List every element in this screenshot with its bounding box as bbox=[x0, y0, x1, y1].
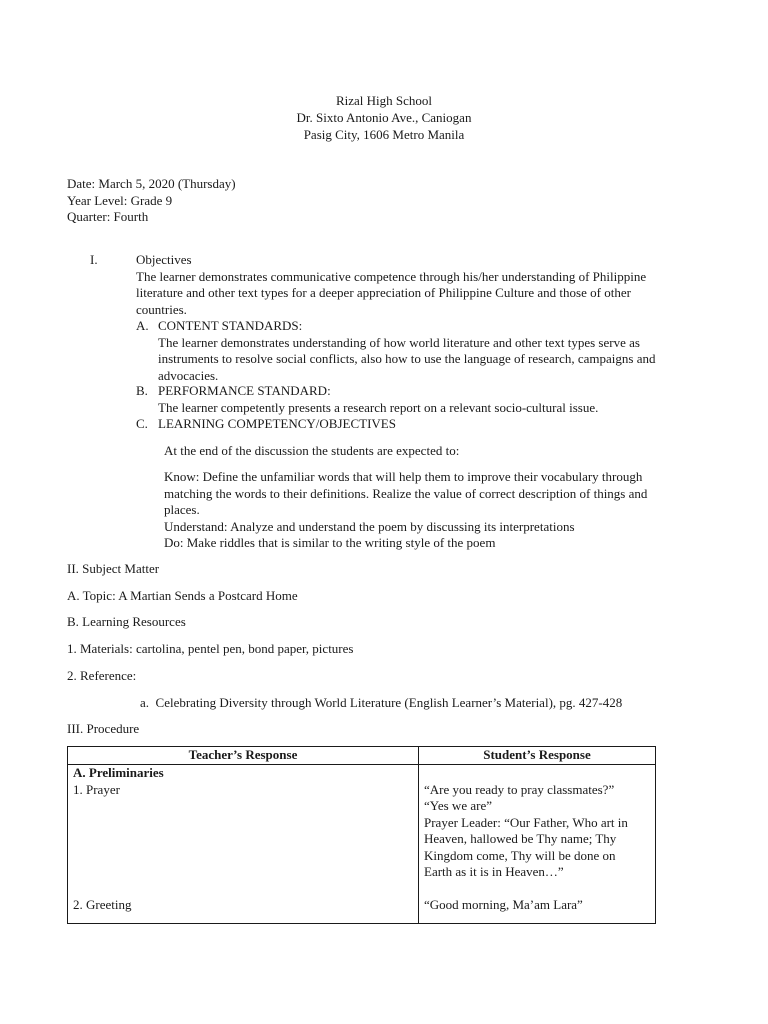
competency-line: Understand: Analyze and understand the poem by discussing its interpretations bbox=[164, 518, 575, 534]
content-standards-title: CONTENT STANDARDS: bbox=[158, 318, 303, 333]
competency-line: Do: Make riddles that is similar to the writing style of the poem bbox=[164, 535, 496, 550]
column-header-student: Student’s Response bbox=[419, 747, 656, 765]
preliminaries-heading: A. Preliminaries bbox=[73, 765, 164, 780]
content-standards-line: advocacies. bbox=[158, 367, 219, 383]
subsection-a-marker: A. bbox=[136, 318, 149, 333]
section-i-numeral: I. bbox=[90, 252, 98, 267]
performance-standard bbox=[158, 383, 598, 416]
lesson-quarter: Quarter: Fourth bbox=[67, 209, 149, 224]
greeting-label: 2. Greeting bbox=[73, 897, 132, 912]
objectives-intro-line: literature and other text types for a deeper appreciation of Philippine Culture and those of other bbox=[136, 285, 631, 300]
materials: 1. Materials: cartolina, pentel pen, bond paper, pictures bbox=[67, 641, 354, 656]
learning-competency-items bbox=[164, 469, 647, 552]
prayer-label: 1. Prayer bbox=[73, 781, 120, 797]
student-response-line: “Yes we are” bbox=[424, 798, 492, 813]
section-ii-heading: II. Subject Matter bbox=[67, 561, 160, 576]
topic: A. Topic: A Martian Sends a Postcard Home bbox=[67, 588, 298, 603]
competency-line: places. bbox=[164, 502, 200, 517]
subsection-b-marker: B. bbox=[136, 383, 148, 398]
competency-line: Know: Define the unfamiliar words that will help them to improve their vocabulary through bbox=[164, 469, 643, 484]
table-header-row bbox=[68, 747, 656, 765]
learning-competency-intro: At the end of the discussion the students are expected to: bbox=[164, 443, 460, 458]
teacher-cell bbox=[68, 765, 419, 924]
student-cell bbox=[419, 765, 656, 924]
performance-standard-text: The learner competently presents a research report on a relevant socio-cultural issue. bbox=[158, 399, 599, 415]
section-i-title: Objectives bbox=[136, 252, 192, 267]
school-address-line-2: Pasig City, 1606 Metro Manila bbox=[303, 127, 465, 142]
performance-standard-title: PERFORMANCE STANDARD: bbox=[158, 383, 331, 398]
lesson-year-level: Year Level: Grade 9 bbox=[67, 192, 173, 208]
greeting-response: “Good morning, Ma’am Lara” bbox=[424, 897, 583, 912]
student-response-line: Earth as it is in Heaven…” bbox=[424, 864, 564, 879]
competency-line: matching the words to their definitions. Realize the value of correct description of things and bbox=[164, 485, 648, 501]
procedure-table bbox=[67, 746, 656, 924]
table-row bbox=[68, 765, 656, 924]
reference-label: 2. Reference: bbox=[67, 668, 137, 683]
subsection-c-marker: C. bbox=[136, 416, 148, 431]
student-response-line: Kingdom come, Thy will be done on bbox=[424, 847, 616, 863]
section-i-objectives bbox=[136, 252, 646, 318]
school-name: Rizal High School bbox=[335, 93, 433, 108]
content-standards-line: The learner demonstrates understanding of how world literature and other text types serve as bbox=[158, 334, 640, 350]
column-header-teacher: Teacher’s Response bbox=[68, 747, 419, 765]
learning-resources: B. Learning Resources bbox=[67, 614, 186, 629]
section-iii-heading: III. Procedure bbox=[67, 721, 140, 736]
lesson-date: Date: March 5, 2020 (Thursday) bbox=[67, 176, 236, 191]
student-response-line: “Are you ready to pray classmates?” bbox=[424, 781, 615, 797]
lesson-info bbox=[67, 176, 236, 226]
objectives-intro-line: The learner demonstrates communicative competence through his/her understanding of Philippine bbox=[136, 268, 647, 284]
learning-competency-title: LEARNING COMPETENCY/OBJECTIVES bbox=[158, 416, 396, 431]
content-standards-line: instruments to resolve social conflicts, also how to use the language of research, campaigns and bbox=[158, 351, 656, 366]
school-address-line-1: Dr. Sixto Antonio Ave., Caniogan bbox=[296, 110, 472, 125]
content-standards bbox=[158, 318, 655, 384]
objectives-intro-line: countries. bbox=[136, 301, 187, 317]
student-response-line: Prayer Leader: “Our Father, Who art in bbox=[424, 814, 628, 830]
student-response-line: Heaven, hallowed be Thy name; Thy bbox=[424, 831, 617, 846]
reference-item-a: a. Celebrating Diversity through World Literature (English Learner’s Material), pg. 427-428 bbox=[140, 695, 623, 710]
